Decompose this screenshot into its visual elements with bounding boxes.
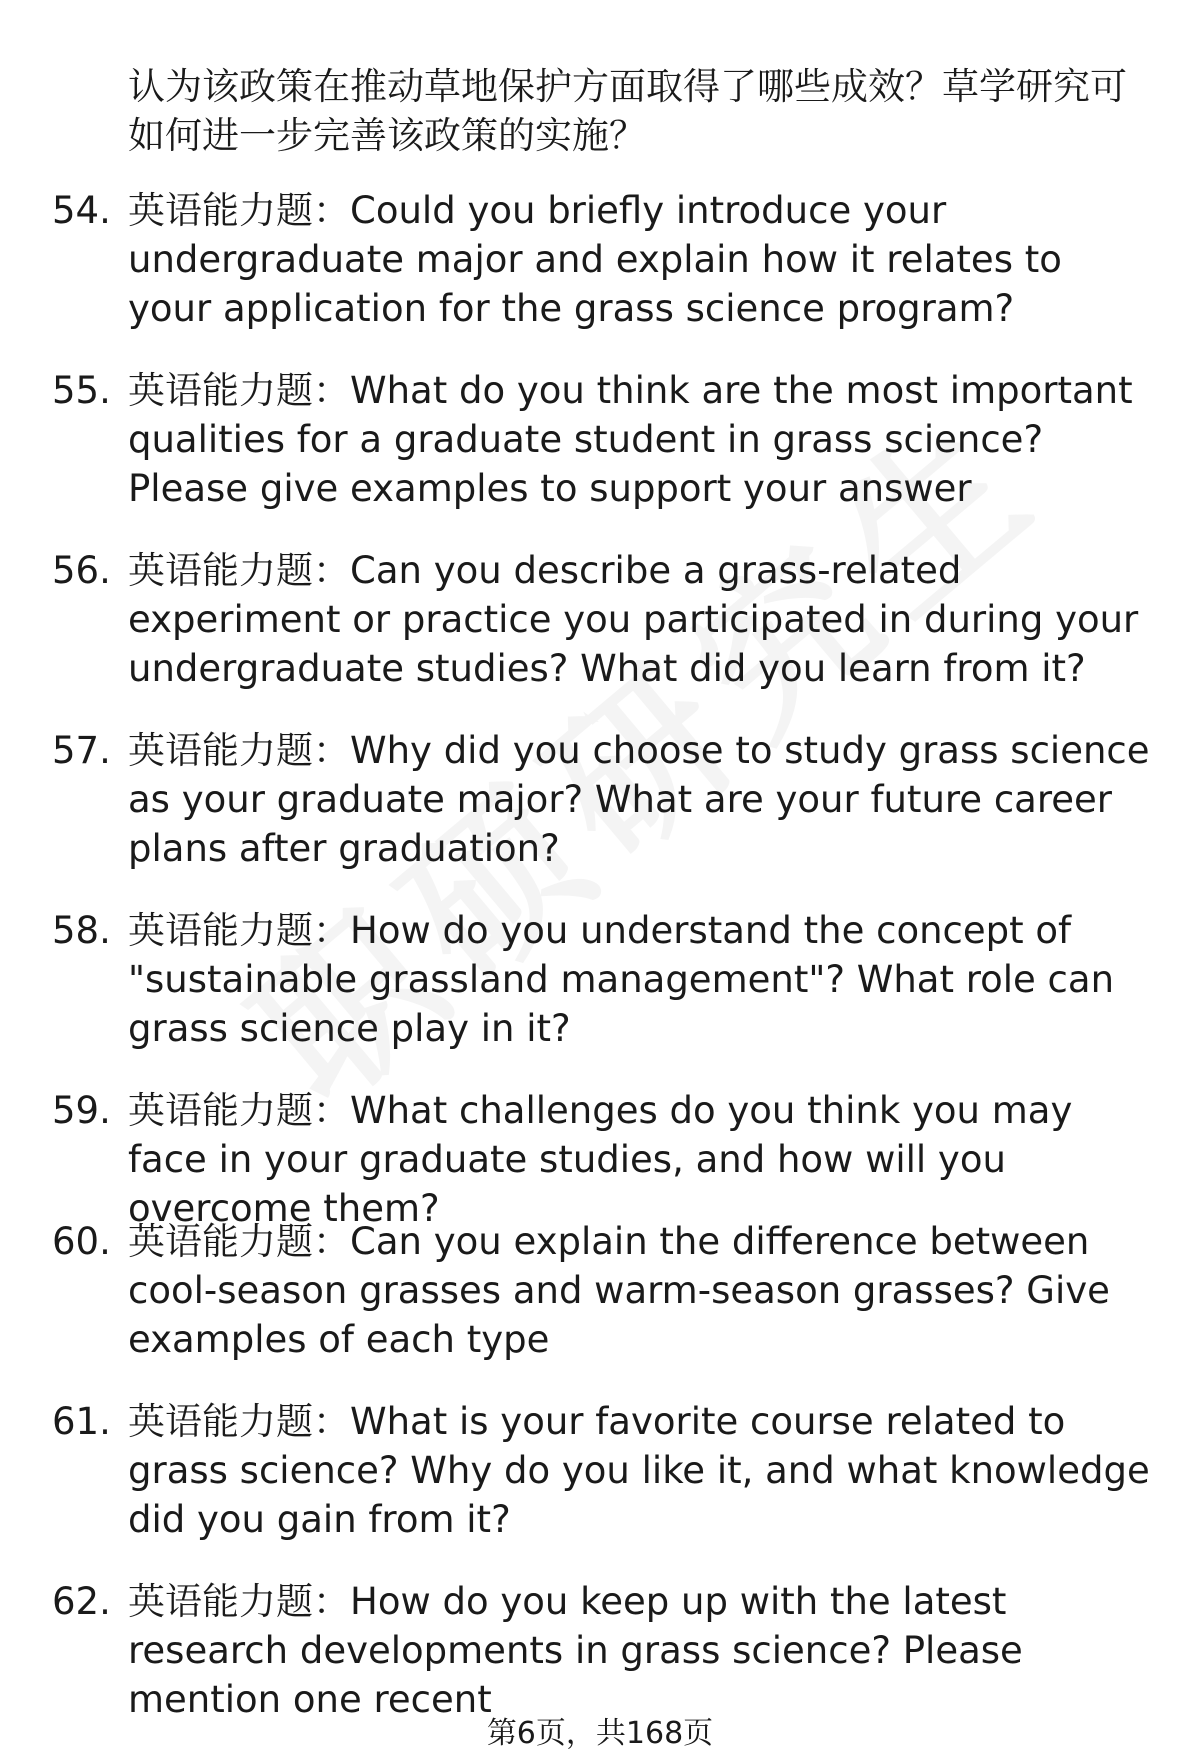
question-number: 61. — [52, 1400, 111, 1443]
question-item — [0, 726, 1200, 906]
question-text — [128, 1086, 1153, 1233]
question-item — [0, 366, 1200, 546]
question-text — [128, 1217, 1153, 1364]
question-body: How do you understand the concept of "sustainable grassland management"? What role can grass science play in it? — [128, 909, 1115, 1050]
question-number: 54. — [52, 189, 111, 232]
question-item — [0, 546, 1200, 726]
question-list — [0, 186, 1200, 1721]
question-text — [128, 546, 1153, 693]
question-body: How do you keep up with the latest research developments in grass science? Please mention one recent — [128, 1580, 1023, 1721]
question-item — [0, 906, 1200, 1086]
question-number: 56. — [52, 549, 111, 592]
question-text — [128, 906, 1153, 1053]
question-body: Can you explain the difference between cool-season grasses and warm-season grasses? Give examples of each type — [128, 1220, 1110, 1361]
question-body: What do you think are the most important qualities for a graduate student in grass science? Please give examples to support your answer — [128, 369, 1133, 510]
question-body: Could you briefly introduce your undergraduate major and explain how it relates to your application for the grass science program? — [128, 189, 1062, 330]
question-label: 英语能力题： — [128, 1220, 350, 1263]
question-number: 60. — [52, 1220, 111, 1263]
question-label: 英语能力题： — [128, 1400, 350, 1443]
question-body: What is your favorite course related to grass science? Why do you like it, and what knowledge did you gain from it? — [128, 1400, 1150, 1541]
question-label: 英语能力题： — [128, 369, 350, 412]
continued-question-text: 认为该政策在推动草地保护方面取得了哪些成效？草学研究可如何进一步完善该政策的实施？ — [128, 65, 1127, 157]
question-item — [0, 1086, 1200, 1230]
question-number: 62. — [52, 1580, 111, 1623]
question-text — [128, 726, 1153, 873]
question-text — [128, 186, 1153, 333]
question-label: 英语能力题： — [128, 549, 350, 592]
question-label: 英语能力题： — [128, 1089, 350, 1132]
question-item — [0, 1577, 1200, 1721]
question-body: Can you describe a grass-related experiment or practice you participated in during your undergraduate studies? What did you learn from it? — [128, 549, 1139, 690]
question-number: 55. — [52, 369, 111, 412]
question-item — [0, 1397, 1200, 1577]
question-label: 英语能力题： — [128, 729, 350, 772]
question-text — [128, 1397, 1153, 1544]
question-item — [0, 186, 1200, 366]
question-label: 英语能力题： — [128, 1580, 350, 1623]
question-body: What challenges do you think you may face in your graduate studies, and how will you overcome them? — [128, 1089, 1073, 1230]
question-text — [128, 366, 1153, 513]
page-footer: 第6页，共168页 — [486, 1716, 714, 1751]
question-body: Why did you choose to study grass science as your graduate major? What are your future career plans after graduation? — [128, 729, 1150, 870]
question-text — [128, 1577, 1153, 1724]
question-number: 59. — [52, 1089, 111, 1132]
question-number: 57. — [52, 729, 111, 772]
question-number: 58. — [52, 909, 111, 952]
question-item — [0, 1217, 1200, 1397]
question-label: 英语能力题： — [128, 189, 350, 232]
question-label: 英语能力题： — [128, 909, 350, 952]
